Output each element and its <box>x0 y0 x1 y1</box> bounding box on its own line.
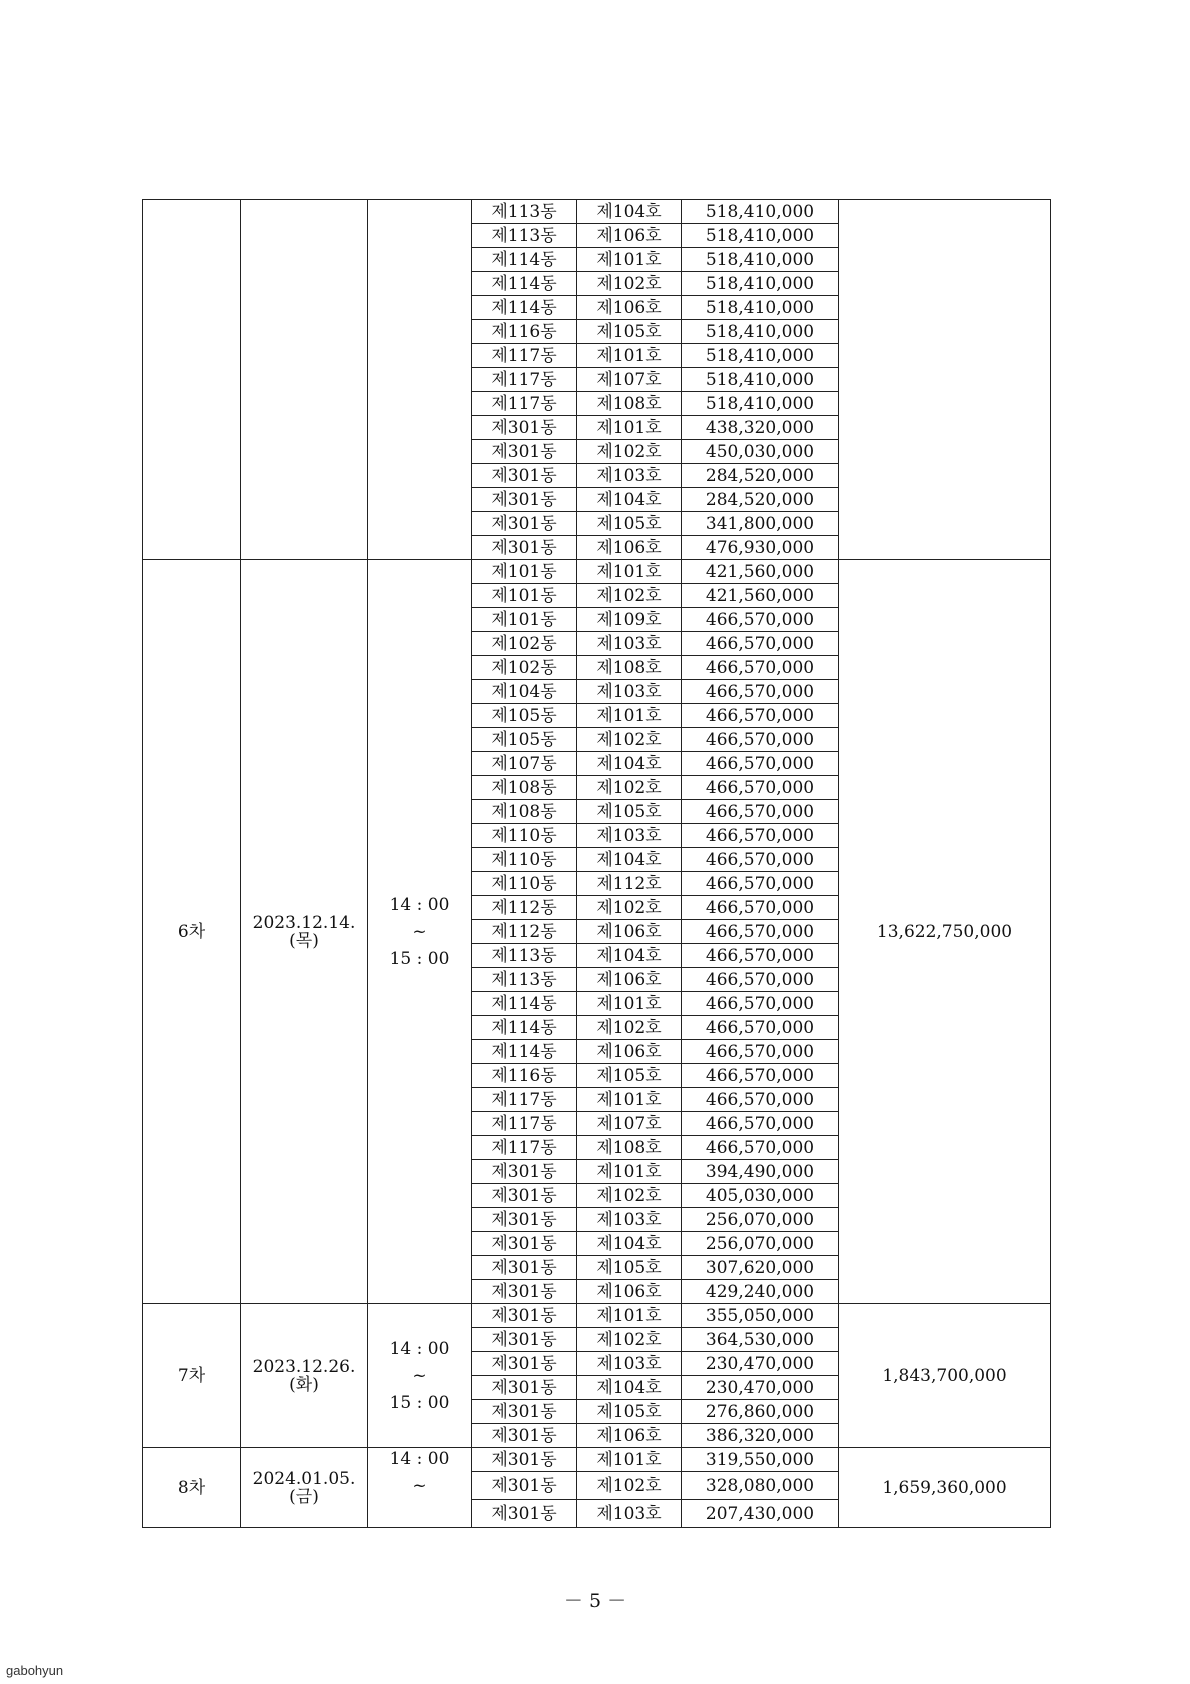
price-cell: 466,570,000 <box>682 704 839 728</box>
unit-cell: 제106호 <box>577 1280 682 1304</box>
price-cell: 466,570,000 <box>682 968 839 992</box>
price-cell: 466,570,000 <box>682 992 839 1016</box>
price-cell: 466,570,000 <box>682 608 839 632</box>
building-cell: 제101동 <box>472 560 577 584</box>
unit-cell: 제105호 <box>577 320 682 344</box>
table-row <box>143 560 1051 584</box>
time-end: 15 : 00 <box>389 948 450 969</box>
building-cell: 제301동 <box>472 1500 577 1528</box>
date-cell <box>241 1304 368 1448</box>
building-cell: 제301동 <box>472 440 577 464</box>
date-cell <box>241 1448 368 1528</box>
time-separator: ~ <box>412 1365 427 1386</box>
price-cell: 466,570,000 <box>682 752 839 776</box>
price-cell: 421,560,000 <box>682 560 839 584</box>
unit-cell: 제101호 <box>577 1304 682 1328</box>
price-cell: 476,930,000 <box>682 536 839 560</box>
table-row <box>143 1304 1051 1328</box>
building-cell: 제116동 <box>472 1064 577 1088</box>
building-cell: 제301동 <box>472 1256 577 1280</box>
unit-cell: 제106호 <box>577 1424 682 1448</box>
unit-cell: 제105호 <box>577 1064 682 1088</box>
price-cell: 466,570,000 <box>682 1136 839 1160</box>
unit-cell: 제102호 <box>577 728 682 752</box>
unit-cell: 제101호 <box>577 1448 682 1472</box>
price-cell: 466,570,000 <box>682 1040 839 1064</box>
price-cell: 438,320,000 <box>682 416 839 440</box>
unit-cell: 제107호 <box>577 1112 682 1136</box>
price-cell: 466,570,000 <box>682 680 839 704</box>
unit-cell: 제103호 <box>577 680 682 704</box>
unit-cell: 제101호 <box>577 344 682 368</box>
building-cell: 제108동 <box>472 800 577 824</box>
price-cell: 518,410,000 <box>682 320 839 344</box>
price-cell: 466,570,000 <box>682 944 839 968</box>
unit-cell: 제106호 <box>577 920 682 944</box>
building-cell: 제117동 <box>472 368 577 392</box>
unit-cell: 제104호 <box>577 752 682 776</box>
building-cell: 제301동 <box>472 1424 577 1448</box>
building-cell: 제107동 <box>472 752 577 776</box>
price-cell: 466,570,000 <box>682 824 839 848</box>
building-cell: 제117동 <box>472 392 577 416</box>
price-cell: 284,520,000 <box>682 464 839 488</box>
building-cell: 제101동 <box>472 608 577 632</box>
time-cell <box>368 200 472 560</box>
building-cell: 제301동 <box>472 512 577 536</box>
building-cell: 제117동 <box>472 1136 577 1160</box>
price-cell: 518,410,000 <box>682 272 839 296</box>
building-cell: 제104동 <box>472 680 577 704</box>
building-cell: 제102동 <box>472 656 577 680</box>
round-cell: 8차 <box>143 1448 241 1528</box>
unit-cell: 제106호 <box>577 536 682 560</box>
unit-cell: 제103호 <box>577 1500 682 1528</box>
price-cell: 207,430,000 <box>682 1500 839 1528</box>
price-cell: 284,520,000 <box>682 488 839 512</box>
building-cell: 제113동 <box>472 944 577 968</box>
building-cell: 제114동 <box>472 1016 577 1040</box>
building-cell: 제113동 <box>472 968 577 992</box>
building-cell: 제114동 <box>472 992 577 1016</box>
unit-cell: 제103호 <box>577 632 682 656</box>
price-cell: 466,570,000 <box>682 872 839 896</box>
building-cell: 제301동 <box>472 1184 577 1208</box>
building-cell: 제301동 <box>472 1448 577 1472</box>
building-cell: 제301동 <box>472 464 577 488</box>
unit-cell: 제101호 <box>577 1088 682 1112</box>
unit-cell: 제108호 <box>577 656 682 680</box>
price-cell: 466,570,000 <box>682 1112 839 1136</box>
price-cell: 405,030,000 <box>682 1184 839 1208</box>
unit-cell: 제103호 <box>577 1352 682 1376</box>
unit-cell: 제103호 <box>577 464 682 488</box>
time-start: 14 : 00 <box>389 894 450 915</box>
unit-cell: 제101호 <box>577 992 682 1016</box>
price-cell: 466,570,000 <box>682 1064 839 1088</box>
building-cell: 제110동 <box>472 848 577 872</box>
building-cell: 제110동 <box>472 872 577 896</box>
unit-cell: 제102호 <box>577 1184 682 1208</box>
price-cell: 276,860,000 <box>682 1400 839 1424</box>
price-cell: 466,570,000 <box>682 728 839 752</box>
building-cell: 제112동 <box>472 896 577 920</box>
price-cell: 341,800,000 <box>682 512 839 536</box>
price-cell: 466,570,000 <box>682 800 839 824</box>
building-cell: 제114동 <box>472 296 577 320</box>
price-cell: 518,410,000 <box>682 248 839 272</box>
building-cell: 제117동 <box>472 1088 577 1112</box>
building-cell: 제113동 <box>472 200 577 224</box>
building-cell: 제114동 <box>472 1040 577 1064</box>
auction-schedule-table <box>142 199 1051 1528</box>
price-cell: 429,240,000 <box>682 1280 839 1304</box>
time-separator: ~ <box>412 1476 427 1496</box>
price-cell: 466,570,000 <box>682 632 839 656</box>
building-cell: 제301동 <box>472 1352 577 1376</box>
building-cell: 제301동 <box>472 1472 577 1500</box>
unit-cell: 제101호 <box>577 248 682 272</box>
time-cell <box>368 560 472 1304</box>
total-cell: 13,622,750,000 <box>839 560 1051 1304</box>
time-cell <box>368 1448 472 1528</box>
building-cell: 제117동 <box>472 344 577 368</box>
auction-date: 2024.01.05. <box>252 1468 356 1489</box>
unit-cell: 제106호 <box>577 968 682 992</box>
building-cell: 제116동 <box>472 320 577 344</box>
price-cell: 518,410,000 <box>682 224 839 248</box>
price-cell: 230,470,000 <box>682 1352 839 1376</box>
building-cell: 제114동 <box>472 248 577 272</box>
unit-cell: 제106호 <box>577 296 682 320</box>
auction-date: 2023.12.26. <box>252 1356 356 1377</box>
building-cell: 제301동 <box>472 1208 577 1232</box>
price-cell: 466,570,000 <box>682 656 839 680</box>
table-row <box>143 1448 1051 1472</box>
price-cell: 256,070,000 <box>682 1208 839 1232</box>
auction-weekday: (목) <box>289 930 319 951</box>
unit-cell: 제101호 <box>577 704 682 728</box>
unit-cell: 제102호 <box>577 272 682 296</box>
round-cell: 6차 <box>143 560 241 1304</box>
building-cell: 제301동 <box>472 1400 577 1424</box>
building-cell: 제301동 <box>472 1280 577 1304</box>
total-cell: 1,843,700,000 <box>839 1304 1051 1448</box>
auction-weekday: (화) <box>289 1374 319 1395</box>
building-cell: 제108동 <box>472 776 577 800</box>
unit-cell: 제101호 <box>577 560 682 584</box>
time-start: 14 : 00 <box>389 1449 450 1469</box>
price-cell: 364,530,000 <box>682 1328 839 1352</box>
price-cell: 450,030,000 <box>682 440 839 464</box>
unit-cell: 제102호 <box>577 776 682 800</box>
building-cell: 제301동 <box>472 1232 577 1256</box>
building-cell: 제301동 <box>472 536 577 560</box>
building-cell: 제101동 <box>472 584 577 608</box>
unit-cell: 제105호 <box>577 1400 682 1424</box>
unit-cell: 제104호 <box>577 1232 682 1256</box>
price-cell: 386,320,000 <box>682 1424 839 1448</box>
unit-cell: 제101호 <box>577 1160 682 1184</box>
building-cell: 제110동 <box>472 824 577 848</box>
building-cell: 제112동 <box>472 920 577 944</box>
price-cell: 421,560,000 <box>682 584 839 608</box>
round-cell: 7차 <box>143 1304 241 1448</box>
price-cell: 518,410,000 <box>682 368 839 392</box>
price-cell: 394,490,000 <box>682 1160 839 1184</box>
unit-cell: 제103호 <box>577 1208 682 1232</box>
building-cell: 제301동 <box>472 488 577 512</box>
building-cell: 제301동 <box>472 1328 577 1352</box>
unit-cell: 제105호 <box>577 1256 682 1280</box>
price-cell: 466,570,000 <box>682 848 839 872</box>
unit-cell: 제104호 <box>577 200 682 224</box>
price-cell: 518,410,000 <box>682 344 839 368</box>
price-cell: 466,570,000 <box>682 896 839 920</box>
unit-cell: 제102호 <box>577 1016 682 1040</box>
unit-cell: 제109호 <box>577 608 682 632</box>
unit-cell: 제112호 <box>577 872 682 896</box>
price-cell: 518,410,000 <box>682 392 839 416</box>
price-cell: 466,570,000 <box>682 920 839 944</box>
building-cell: 제105동 <box>472 704 577 728</box>
auction-weekday: (금) <box>289 1486 319 1507</box>
unit-cell: 제104호 <box>577 488 682 512</box>
building-cell: 제301동 <box>472 1160 577 1184</box>
time-start: 14 : 00 <box>389 1338 450 1359</box>
price-cell: 328,080,000 <box>682 1472 839 1500</box>
unit-cell: 제102호 <box>577 440 682 464</box>
building-cell: 제301동 <box>472 1376 577 1400</box>
unit-cell: 제102호 <box>577 1328 682 1352</box>
price-cell: 466,570,000 <box>682 1016 839 1040</box>
price-cell: 319,550,000 <box>682 1448 839 1472</box>
unit-cell: 제106호 <box>577 1040 682 1064</box>
total-cell <box>839 200 1051 560</box>
building-cell: 제117동 <box>472 1112 577 1136</box>
price-cell: 230,470,000 <box>682 1376 839 1400</box>
unit-cell: 제104호 <box>577 944 682 968</box>
unit-cell: 제104호 <box>577 1376 682 1400</box>
date-cell <box>241 560 368 1304</box>
unit-cell: 제108호 <box>577 1136 682 1160</box>
time-end: 15 : 00 <box>389 1392 450 1413</box>
price-cell: 307,620,000 <box>682 1256 839 1280</box>
building-cell: 제113동 <box>472 224 577 248</box>
building-cell: 제301동 <box>472 416 577 440</box>
price-cell: 518,410,000 <box>682 200 839 224</box>
total-cell: 1,659,360,000 <box>839 1448 1051 1528</box>
unit-cell: 제101호 <box>577 416 682 440</box>
unit-cell: 제102호 <box>577 896 682 920</box>
unit-cell: 제105호 <box>577 512 682 536</box>
price-cell: 466,570,000 <box>682 776 839 800</box>
building-cell: 제105동 <box>472 728 577 752</box>
price-cell: 466,570,000 <box>682 1088 839 1112</box>
unit-cell: 제102호 <box>577 1472 682 1500</box>
page-number: － 5 － <box>563 1590 627 1612</box>
building-cell: 제114동 <box>472 272 577 296</box>
round-cell <box>143 200 241 560</box>
price-cell: 355,050,000 <box>682 1304 839 1328</box>
unit-cell: 제103호 <box>577 824 682 848</box>
time-cell <box>368 1304 472 1448</box>
unit-cell: 제106호 <box>577 224 682 248</box>
auction-date: 2023.12.14. <box>252 912 356 933</box>
unit-cell: 제107호 <box>577 368 682 392</box>
table-row <box>143 200 1051 224</box>
unit-cell: 제105호 <box>577 800 682 824</box>
unit-cell: 제104호 <box>577 848 682 872</box>
building-cell: 제301동 <box>472 1304 577 1328</box>
unit-cell: 제108호 <box>577 392 682 416</box>
price-cell: 518,410,000 <box>682 296 839 320</box>
time-separator: ~ <box>412 921 427 942</box>
price-cell: 256,070,000 <box>682 1232 839 1256</box>
building-cell: 제102동 <box>472 632 577 656</box>
unit-cell: 제102호 <box>577 584 682 608</box>
date-cell <box>241 200 368 560</box>
author-watermark: gabohyun <box>6 1663 64 1678</box>
